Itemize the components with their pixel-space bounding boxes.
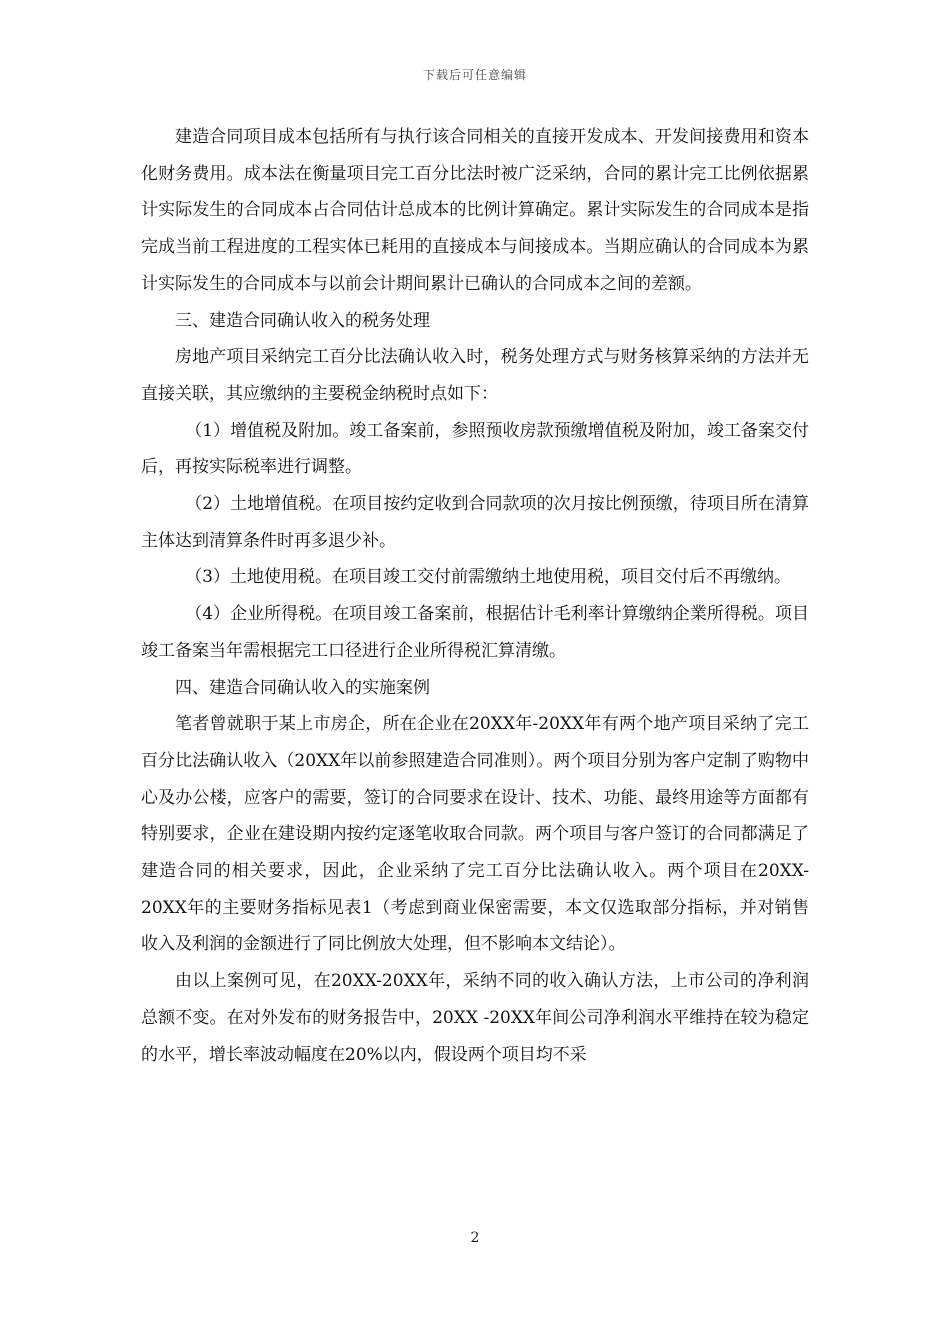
paragraph-case-description: 笔者曾就职于某上市房企，所在企业在20XX年-20XX年有两个地产项目采纳了完工百分比法确认收入（20XX年以前参照建造合同准则）。两个项目分别为客户定制了购物中心及办公楼，应客户的需要，签订的合同要求在设计、技术、功能、最终用途等方面都有特别要求，企业在建设期内按约定逐笔收取合同款。两个项目与客户签订的合同都满足了建造合同的相关要求，因此，企业采纳了完工百分比法确认收入。两个项目在20XX-20XX年的主要财务指标见表1（考虑到商业保密需要，本文仅选取部分指标，并对销售收入及利润的金额进行了同比例放大处理，但不影响本文结论）。 [141,714,809,955]
list-item-income-tax: （4）企业所得税。在项目竣工备案前，根据估计毛利率计算缴纳企業所得税。项目竣工备案当年需根据完工口径进行企业所得税汇算清缴。 [141,604,809,661]
page-number: 2 [470,1230,480,1246]
document-body [141,119,809,1073]
list-item-land-use-tax: （3）土地使用税。在项目竣工交付前需缴纳土地使用税，项目交付后不再缴纳。 [185,567,792,588]
section-heading-case-study: 四、建造合同确认收入的实施案例 [175,677,430,698]
list-item-land-value-tax: （2）土地增值税。在项目按约定收到合同款项的次月按比例预缴，待项目所在清算主体达到清算条件时再多退少补。 [141,494,809,551]
page-header: 下载后可任意编辑 [422,68,527,82]
list-item-vat: （1）增值税及附加。竣工备案前，参照预收房款预缴增值税及附加，竣工备案交付后，再按实际税率进行调整。 [141,420,809,478]
paragraph-contract-cost: 建造合同项目成本包括所有与执行该合同相关的直接开发成本、开发间接费用和资本化财务费用。成本法在衡量项目完工百分比法时被广泛采纳，合同的累计完工比例依据累计实际发生的合同成本占合同估计总成本的比例计算确定。累计实际发生的合同成本是指完成当前工程进度的工程实体已耗用的直接成本与间接成本。当期应确认的合同成本为累计实际发生的合同成本与以前会计期间累计已确认的合同成本之间的差额。 [141,127,809,294]
paragraph-case-conclusion: 由以上案例可见，在20XX-20XX年，采纳不同的收入确认方法，上市公司的净利润总额不变。在对外发布的财务报告中，20XX -20XX年间公司净利润水平维持在较为稳定的水平，增长率波动幅度在20%以内，假设两个项目均不采 [141,971,809,1065]
section-heading-tax-treatment: 三、建造合同确认收入的税务处理 [175,310,430,331]
paragraph-tax-intro: 房地产项目采纳完工百分比法确认收入时，税务处理方式与财务核算采纳的方法并无直接关联，其应缴纳的主要税金纳税时点如下： [141,347,809,404]
